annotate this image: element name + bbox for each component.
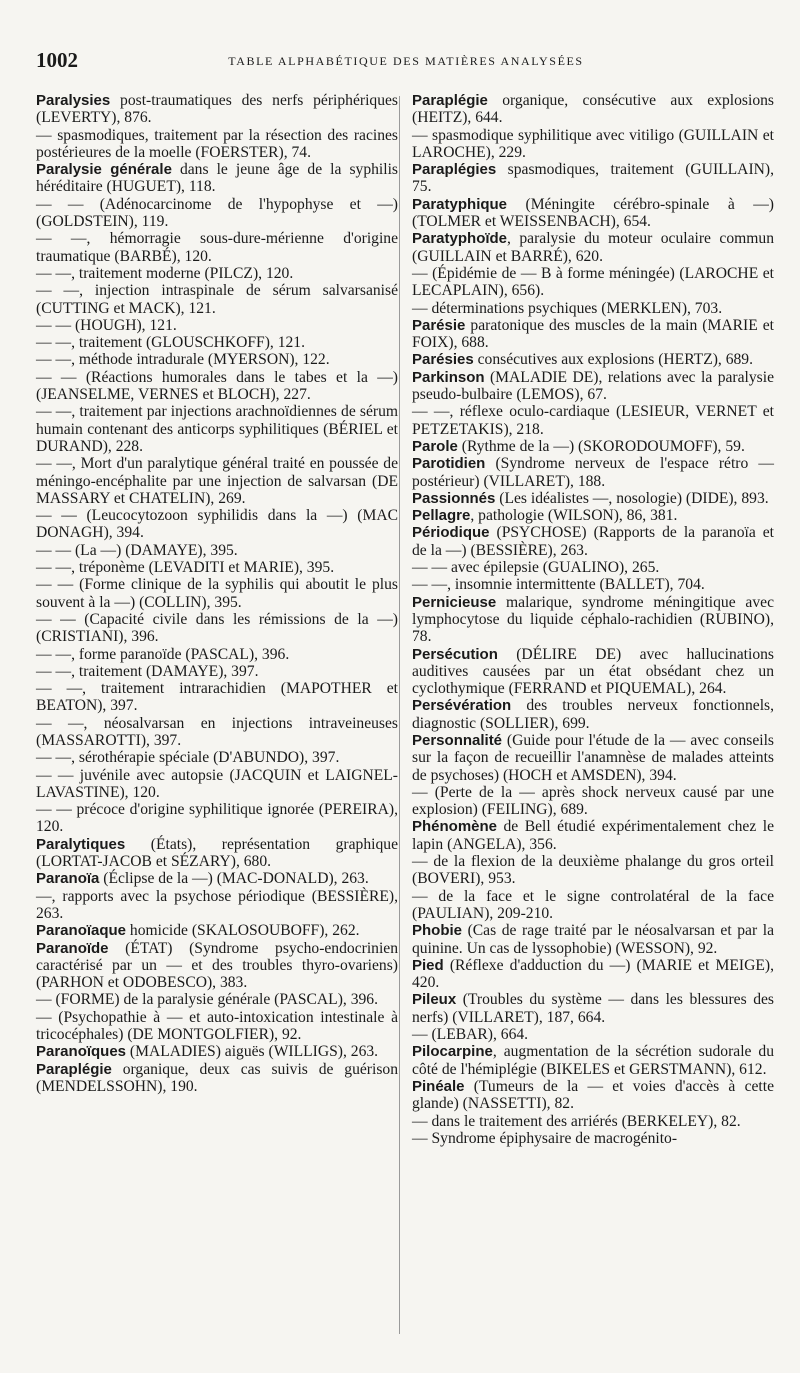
index-entry-text: — de la flexion de la deuxième phalange du gros orteil (BOVERI), 953. [412,853,774,888]
index-entry-heading: Paranoïaque [36,922,127,940]
index-entry-text: — spasmodiques, traitement par la résection des racines postérieures de la moelle (FOERSTER), 74. [36,126,398,161]
index-entry-text: malarique, syndrome méningitique avec lymphocytose du liquide céphalo-rachidien (RUBINO), 78. [412,593,774,646]
index-entry [412,403,774,438]
index-entry [412,369,774,404]
index-entry-heading: Paranoïa [36,870,100,888]
index-entry-heading: Parkinson [412,368,485,386]
index-entry-text: (Éclipse de la —) (MAC-DONALD), 263. [99,870,369,888]
index-entry-text: (Rythme de la —) (SKORODOUMOFF), 59. [457,437,745,455]
index-entry-text: (États), représentation graphique (LORTAT-JACOB et SÉZARY), 680. [36,835,398,871]
index-entry-text: — (Perte de la — après shock nerveux causé par une explosion) (FEILING), 689. [412,783,774,819]
index-entry-text: — spasmodique syphilitique avec vitiligo (GUILLAIN et LAROCHE), 229. [412,126,774,161]
index-entry-text: (DÉLIRE DE) avec hallucinations auditives causées par un état obsédant chez un cyclothymique (FERRAND et PIQUEMAL), 264. [412,645,774,698]
index-entry-text: (MALADIE DE), relations avec la paralysie pseudo-bulbaire (LEMOS), 67. [412,368,774,404]
index-entry [36,611,398,646]
index-entry-text: (Méningite cérébro-spinale à —) (TOLMER et WEISSENBACH), 654. [412,195,774,231]
index-entry [36,576,398,611]
index-entry [36,836,398,871]
index-entry [36,265,398,282]
index-entry [36,351,398,368]
index-entry-text: — — avec épilepsie (GUALINO), 265. [412,559,660,577]
index-entry-text: spasmodiques, traitement (GUILLAIN), 75. [412,161,774,196]
index-entry [412,92,774,127]
column-divider [399,96,400,1334]
index-entry-text: (Les idéalistes —, nosologie) (DIDE), 893. [495,489,769,507]
index-entry-text: — — (Réactions humorales dans le tabes et la —) (JEANSELME, VERNES et BLOCH), 227. [36,368,398,404]
index-entry-heading: Paralysie générale [36,161,172,179]
index-entry [412,991,774,1026]
index-entry [36,680,398,715]
index-entry-heading: Phénomène [412,818,498,836]
index-entry-text: (PSYCHOSE) (Rapports de la paranoïa et de la —) (BESSIÈRE), 263. [412,524,774,559]
index-entry-heading: Périodique [412,524,490,542]
index-entry-text: — — précoce d'origine syphilitique ignorée (PEREIRA), 120. [36,801,398,836]
index-column-left [36,92,398,1095]
index-entry [412,265,774,300]
index-entry [36,403,398,455]
index-entry-text: — — (La —) (DAMAYE), 395. [36,541,238,559]
index-entry-text: homicide (SKALOSOUBOFF), 262. [126,922,360,940]
index-entry-text: — (LEBAR), 664. [412,1026,529,1044]
index-entry [36,230,398,265]
index-entry-heading: Paralytiques [36,835,126,853]
index-entry [36,1061,398,1096]
index-entry-text: — —, sérothérapie spéciale (D'ABUNDO), 397. [36,749,340,767]
index-entry [36,507,398,542]
index-entry-text: — —, néosalvarsan en injections intraveineuses (MASSAROTTI), 397. [36,714,398,749]
index-entry-text: — — (Capacité civile dans les rémissions de la —) (CRISTIANI), 396. [36,610,398,646]
index-entry-heading: Persévération [412,697,512,715]
index-entry-text: (Guide pour l'étude de la — avec conseils sur la façon de recueillir l'anamnèse de malades atteints de psychoses) (HOCH et AMSDEN), 394. [412,731,774,784]
page-header [36,48,776,76]
index-entry-text: , paralysie du moteur oculaire commun (GUILLAIN et BARRÉ), 620. [412,230,774,265]
index-entry-text: — —, traitement intrarachidien (MAPOTHER et BEATON), 397. [36,680,398,715]
index-entry [36,334,398,351]
index-entry [412,888,774,923]
index-entry [36,542,398,559]
index-entry [36,801,398,836]
index-entry [412,438,774,455]
index-entry [412,818,774,853]
index-entry-text: — —, tréponème (LEVADITI et MARIE), 395. [36,559,335,577]
index-entry-text: — —, Mort d'un paralytique général traité en poussée de méningo-encéphalite par une injection de salvarsan (DE MASSARY et CHATELIN), 269. [36,455,398,507]
index-entry-heading: Persécution [412,645,498,663]
index-entry [412,351,774,368]
index-entry [412,524,774,559]
index-entry [36,1009,398,1044]
index-entry [412,127,774,162]
index-entry-heading: Pinéale [412,1077,465,1095]
index-entry-text: (Réflexe d'adduction du —) (MARIE et MEIGE), 420. [412,956,774,992]
index-entry-heading: Paratyphique [412,195,508,213]
index-entry [36,559,398,576]
index-entry [36,127,398,162]
index-entry [412,1026,774,1043]
index-entry-text: — Syndrome épiphysaire de macrogénito- [412,1129,678,1147]
index-entry [412,1078,774,1113]
index-entry-heading: Pileux [412,991,457,1009]
index-entry-heading: Paranoïques [36,1043,127,1061]
index-entry-text: — — (HOUGH), 121. [36,316,177,334]
index-entry-text: — —, forme paranoïde (PASCAL), 396. [36,645,290,663]
index-entry-text: — —, traitement par injections arachnoïdiennes de sérum humain contenant des anticorps syphilitiques (BÉRIEL et DURAND), 228. [36,403,398,455]
index-entry-text: —, rapports avec la psychose périodique (BESSIÈRE), 263. [36,887,398,922]
index-entry [412,697,774,732]
index-entry-text: (Cas de rage traité par le néosalvarsan et par la quinine. Un cas de lyssophobie) (WESSON), 92. [412,922,774,957]
index-entry [36,455,398,507]
index-entry-heading: Parotidien [412,455,486,473]
index-entry [412,507,774,524]
index-entry [412,594,774,646]
index-entry-text: — dans le traitement des arriérés (BERKELEY), 82. [412,1112,741,1130]
index-entry-text: — —, traitement moderne (PILCZ), 120. [36,264,294,282]
index-entry [36,991,398,1008]
index-entry-text: — de la face et le signe controlatéral de la face (PAULIAN), 209-210. [412,887,774,922]
index-entry [412,784,774,819]
index-entry [412,559,774,576]
index-entry [412,922,774,957]
index-entry [412,576,774,593]
index-entry [36,767,398,802]
index-entry [36,663,398,680]
index-entry-text: — —, réflexe oculo-cardiaque (LESIEUR, VERNET et PETZETAKIS), 218. [412,403,774,438]
index-entry [36,870,398,887]
index-entry [412,957,774,992]
index-entry [412,853,774,888]
index-entry [36,369,398,404]
index-entry [412,300,774,317]
index-entry [412,646,774,698]
index-entry-text: — —, hémorragie sous-dure-mérienne d'origine traumatique (BARBÉ), 120. [36,230,398,265]
index-entry-text: consécutives aux explosions (HERTZ), 689. [473,351,753,369]
index-entry-text: (ÉTAT) (Syndrome psycho-endocrinien caractérisé par un — et des troubles thyro-ovariens) (PARHON et ODOBESCO), 383. [36,939,398,992]
index-entry [36,715,398,750]
index-entry-text: dans le jeune âge de la syphilis héréditaire (HUGUET), 118. [36,161,398,196]
index-entry-text: paratonique des muscles de la main (MARIE et FOIX), 688. [412,316,774,352]
index-entry [36,922,398,939]
index-entry-heading: Personnalité [412,731,503,749]
index-entry [36,646,398,663]
index-entry-text: — — (Forme clinique de la syphilis qui aboutit le plus souvent à la —) (COLLIN), 395. [36,576,398,611]
index-entry-heading: Passionnés [412,489,496,507]
index-entry-heading: Paraplégies [412,161,497,179]
index-entry-text: — —, insomnie intermittente (BALLET), 704. [412,576,705,594]
index-entry [412,732,774,784]
index-entry [36,92,398,127]
index-entry-heading: Pellagre [412,507,471,525]
index-entry [36,196,398,231]
index-entry [412,455,774,490]
index-entry-text: organique, consécutive aux explosions (HEITZ), 644. [412,92,774,127]
index-entry-text: — — juvénile avec autopsie (JACQUIN et LAIGNEL-LAVASTINE), 120. [36,766,398,801]
index-entry [412,1043,774,1078]
index-entry-text: — (Psychopathie à — et auto-intoxication intestinale à tricocéphales) (DE MONTGOLFIER), 92. [36,1008,398,1044]
index-entry-text: des troubles nerveux fonctionnels, diagnostic (SOLLIER), 699. [412,697,774,732]
index-entry [412,161,774,196]
index-entry-text: — —, traitement (DAMAYE), 397. [36,662,259,680]
index-entry-heading: Paratyphoïde [412,230,508,248]
index-entry [36,1043,398,1060]
index-entry-text: de Bell étudié expérimentalement chez le lapin (ANGELA), 356. [412,818,774,853]
index-entry-text: — —, injection intraspinale de sérum salvarsanisé (CUTTING et MACK), 121. [36,282,398,317]
index-entry-heading: Parésies [412,351,474,369]
index-entry [412,490,774,507]
index-entry [36,282,398,317]
index-entry [36,888,398,923]
index-entry-heading: Parole [412,437,458,455]
index-entry-text: (Syndrome nerveux de l'espace rétro — postérieur) (VILLARET), 188. [412,455,774,490]
index-entry [412,1113,774,1130]
index-entry-text: , pathologie (WILSON), 86, 381. [470,507,678,525]
index-column-right [412,92,774,1147]
index-entry-text: — (FORME) de la paralysie générale (PASCAL), 396. [36,991,378,1009]
index-entry [412,196,774,231]
index-entry-heading: Pilocarpine [412,1043,493,1061]
index-entry [36,161,398,196]
index-entry [412,1130,774,1147]
index-entry-text: (Troubles du système — dans les blessures des nerfs) (VILLARET), 187, 664. [412,991,774,1026]
index-entry-text: , augmentation de la sécrétion sudorale du côté de l'hémiplégie (BIKELES et GERSTMANN), 612. [412,1043,774,1078]
index-entry-heading: Paraplégie [412,92,488,109]
index-entry [412,317,774,352]
index-entry-heading: Pied [412,956,444,974]
index-entry-text: organique, deux cas suivis de guérison (MENDELSSOHN), 190. [36,1060,398,1095]
index-entry-text: — —, méthode intradurale (MYERSON), 122. [36,351,330,369]
index-entry-heading: Paranoïde [36,939,109,957]
index-entry [36,317,398,334]
index-entry-text: — — (Adénocarcinome de l'hypophyse et —) (GOLDSTEIN), 119. [36,195,398,231]
index-entry [412,230,774,265]
index-entry-text: post-traumatiques des nerfs périphériques (LEVERTY), 876. [36,92,398,127]
index-entry-heading: Parésie [412,316,466,334]
index-entry [36,940,398,992]
index-entry-heading: Paraplégie [36,1060,112,1078]
index-entry-heading: Paralysies [36,92,111,109]
index-entry-text: — —, traitement (GLOUSCHKOFF), 121. [36,334,305,352]
index-entry-text: (MALADIES) aiguës (WILLIGS), 263. [126,1043,379,1061]
running-title: TABLE ALPHABÉTIQUE DES MATIÈRES ANALYSÉES [228,54,584,68]
index-entry [36,749,398,766]
index-entry-heading: Pernicieuse [412,593,497,611]
page-number: 1002 [36,48,78,72]
index-entry-text: — — (Leucocytozoon syphilidis dans la —) (MAC DONAGH), 394. [36,507,398,542]
index-entry-text: — déterminations psychiques (MERKLEN), 703. [412,299,723,317]
index-entry-text: — (Épidémie de — B à forme méningée) (LAROCHE et LECAPLAIN), 656). [412,264,774,300]
index-entry-text: (Tumeurs de la — et voies d'accès à cette glande) (NASSETTI), 82. [412,1077,774,1113]
index-entry-heading: Phobie [412,922,463,940]
